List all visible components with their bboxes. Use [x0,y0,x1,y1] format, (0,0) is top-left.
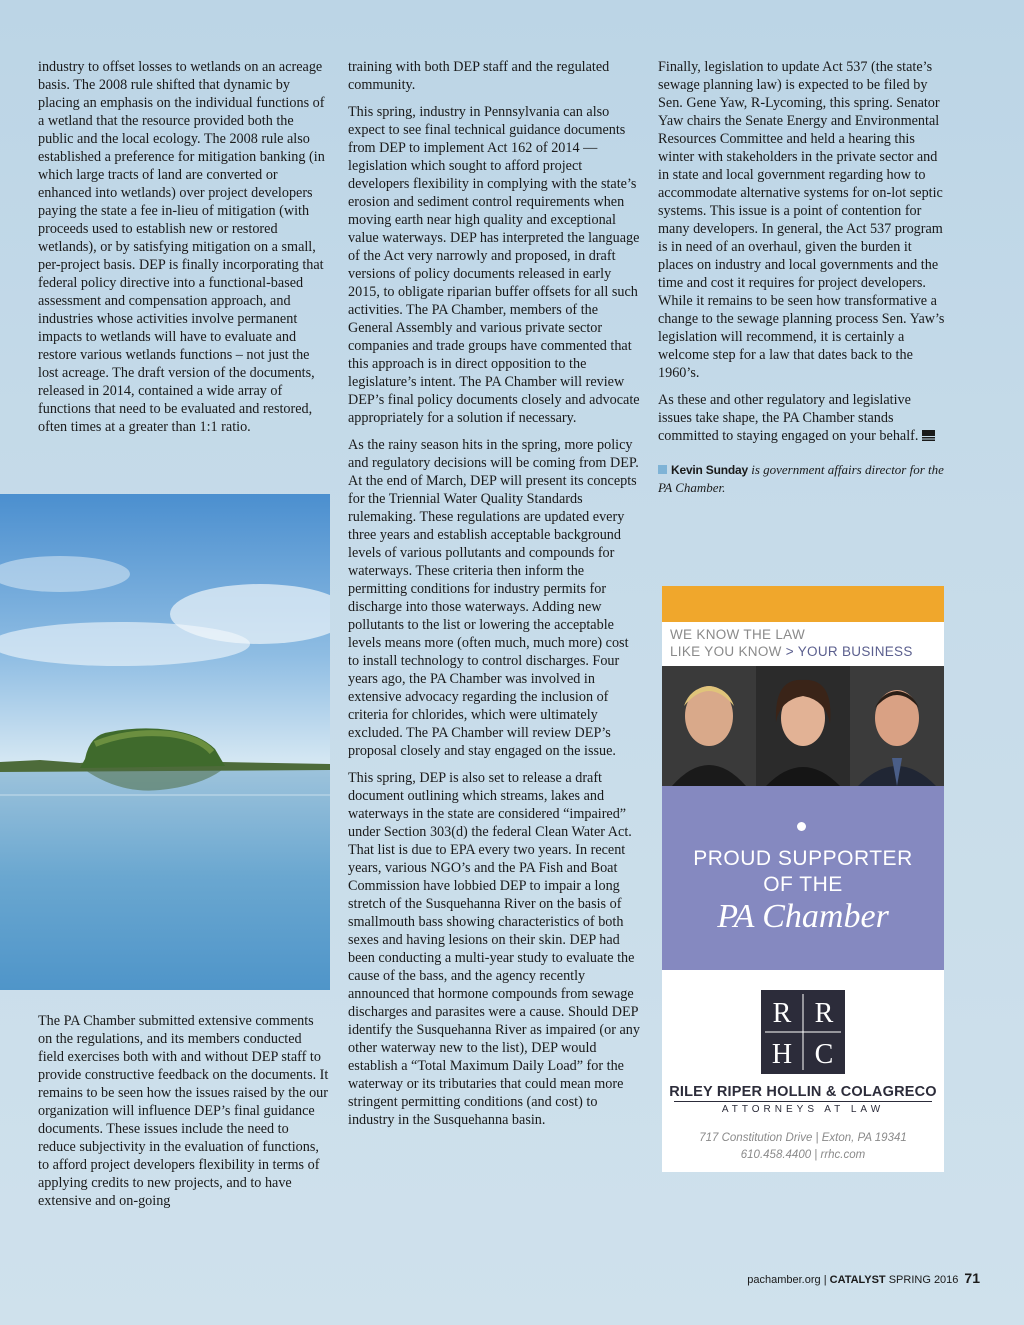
logo-letter: R [772,998,792,1029]
paragraph: The PA Chamber submitted extensive comments on the regulations, and its members conducted field exercises both with and without DEP staff to provide constructive feedback on the documents. It remains to be seen how the issues raised by the our organization will influence DEP’s final guidance documents. These issues include the need to reduce subjectivity in the evaluation of functions, to afford project developers flexibility in terms of applying credits to new projects, and to have extensive and on-going [38,1013,329,1209]
paragraph-text: As these and other regulatory and legislative issues take shape, the PA Chamber stands committed to staying engaged on your behalf. [658,392,919,444]
footer-separator: | [820,1274,830,1286]
ad-proud-supporter [662,846,944,898]
article-column-3 [658,58,948,496]
ad-attorneys-at-law: ATTORNEYS AT LAW [721,1104,885,1115]
logo-letter: R [814,998,834,1029]
author-name: Kevin Sunday [671,463,748,477]
ad-dot-icon [797,822,806,831]
ad-supporter-panel [662,786,944,970]
wetland-photo [0,494,330,990]
footer-site: pachamber.org [747,1274,821,1286]
ad-top-band [662,586,944,622]
paragraph: As the rainy season hits in the spring, more policy and regulatory decisions will be coming from DEP. At the end of March, DEP will present its concepts for the Triennial Water Quality Standards rulemaking. These regulations are updated every three years and establish acceptable background levels of various pollutants and compounds for waterways. These criteria then inform the permitting conditions for industry permits for discharge into those waterways. Adding new pollutants to the list or lowering the acceptable levels means more (often much, much more) cost to install technology to control discharges. Four years ago, the PA Chamber was involved in extensive advocacy regarding the inclusion of criteria for chlorides, which were ultimately excluded. The PA Chamber will review DEP’s proposal closely and stay engaged on the issue. [348,437,639,759]
ad-tagline-part-b: > YOUR BUSINESS [781,644,913,659]
ad-address: 717 Constitution Drive | Exton, PA 19341 [699,1132,907,1144]
logo-letter: C [814,1039,834,1070]
ad-tagline [670,626,940,660]
footer-issue: SPRING 2016 [885,1274,959,1286]
ad-tagline-part-a: LIKE YOU KNOW [670,644,782,659]
article-column-1-bottom [38,1012,330,1219]
ad-attorney-photos [662,666,944,786]
square-bullet-icon [658,465,667,474]
paragraph: Finally, legislation to update Act 537 (the state’s sewage planning law) is expected to be filed by Sen. Gene Yaw, R-Lycoming, this spring. Senator Yaw chairs the Senate Energy and Environmental Resources Committee and held a hearing this winter with stakeholders in the private sector and in state and local government regarding how to accommodate alternative systems for on-lot septic systems. This issue is a point of contention for many developers. In general, the Act 537 program is in need of an overhaul, given the burden it places on industry and local governments and the time and cost it requires for project developers. While it remains to be seen how transformative a change to the sewage planning process Sen. Yaw’s legislation will recommend, it is certainly a welcome step for a law that dates back to the 1960’s. [658,59,945,381]
end-mark-icon [922,430,935,441]
page-number: 71 [964,1270,980,1286]
ad-phone-web: 610.458.4400 | rrhc.com [740,1149,866,1161]
paragraph: This spring, DEP is also set to release a draft document outlining which streams, lakes and waterways in the state are considered “impaired” under Section 303(d) the federal Clean Water Act. That list is due to EPA every two years. In recent years, various NGO’s and the PA Fish and Boat Commission have lobbied DEP to impair a long stretch of the Susquehanna River on the basis of smallmouth bass showing characteristics of both sexes and having lesions on their skin. DEP had been conducting a multi-year study to evaluate the cause of the bass, and the agency recently announced that hormone compounds from sewage discharges and parasites were a cause. Should DEP identify the Susquehanna River as impaired (or any other waterway new to the list), DEP would establish a “Total Maximum Daily Load” for the waterway or its tributaries that could mean more stringent permitting conditions (and cost) to industry in the Susquehanna basin. [348,770,640,1128]
author-byline [658,461,948,496]
paragraph: industry to offset losses to wetlands on an acreage basis. The 2008 rule shifted that dynamic by placing an emphasis on the individual functions of a wetland that the resource provided both the public and the local ecology. The 2008 rule also established a preference for mitigation banking (in which large tracts of land are converted or enhanced into wetlands) over project developers paying the state a fee in-lieu of mitigation (with proceeds used to establish new or restored wetlands), or by satisfying mitigation on a small, per-project basis. DEP is finally incorporating that federal policy directive into a functional-based assessment and compensation approach, and industries whose activities involve permanent impacts to wetlands will have to evaluate and restore various wetlands functions – not just the lost acreage. The draft version of the documents, released in 2014, contained a wide array of functions that need to be evaluated and restored, often times at a greater than 1:1 ratio. [38,59,325,435]
ad-proud-line-2: OF THE [763,873,843,896]
footer-magazine: CATALYST [829,1274,886,1286]
page-footer [747,1270,980,1286]
ad-tagline-line-2 [670,643,940,660]
ad-proud-line-1: PROUD SUPPORTER [693,847,913,870]
law-firm-advertisement[interactable] [662,586,944,1172]
article-column-2 [348,58,643,1138]
ad-firm-name: RILEY RIPER HOLLIN & COLAGRECO [669,1084,937,1100]
article-column-1-top [38,58,330,445]
rrhc-logo [761,990,845,1074]
ad-divider [674,1101,932,1102]
paragraph-closing [658,391,948,445]
paragraph: training with both DEP staff and the regulated community. [348,59,610,93]
logo-letter: H [771,1039,793,1070]
ad-tagline-line-1: WE KNOW THE LAW [670,627,806,642]
ad-contact [662,1130,944,1164]
author-role: is government affairs director for the PA Chamber. [658,462,944,495]
ad-script-wordmark: PA Chamber [717,898,889,935]
paragraph: This spring, industry in Pennsylvania can also expect to see final technical guidance documents from DEP to implement Act 162 of 2014 — legislation which sought to afford project developers flexibility in complying with the state’s erosion and sediment control requirements when moving earth near high quality and exceptional value waterways. DEP has interpreted the language of the Act very narrowly and proposed, in draft versions of policy documents released in early 2015, to obligate riparian buffer offsets for all such activities. The PA Chamber, members of the General Assembly and various private sector companies and trade groups have commented that this approach is in direct opposition to the legislature’s intent. The PA Chamber will review DEP’s final policy documents closely and advocate appropriately for a solution if necessary. [348,104,640,426]
